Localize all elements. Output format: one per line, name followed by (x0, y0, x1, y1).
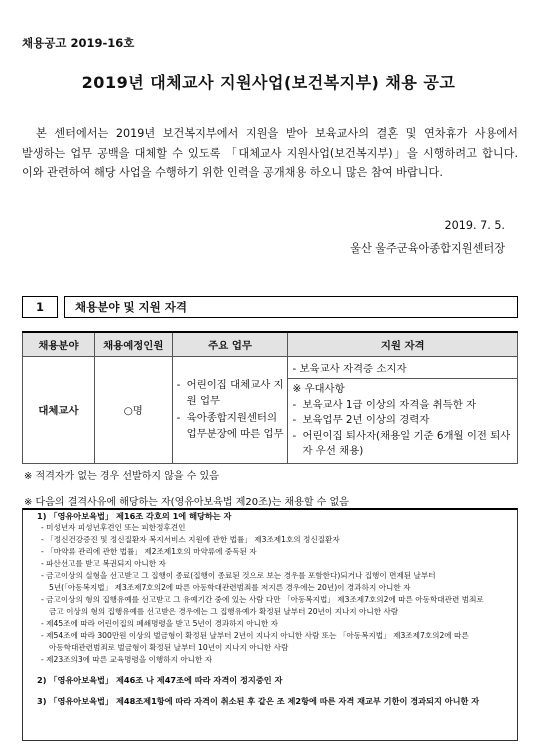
disqualification-box (22, 508, 518, 741)
preference-item: - 보육업무 2년 이상의 경력자 (292, 414, 430, 426)
qualification-cell (288, 357, 518, 464)
recruitment-table (22, 331, 518, 464)
no-qualified-note: ※ 적격자가 없는 경우 선발하지 않을 수 있음 (24, 471, 219, 482)
list-item: - 금고이상의 형의 집행유예를 선고받고 그 유예기간 중에 있는 사람 다만 「아동복지법」 제3조제7호의2에 따른 아동학대관련 범죄로 (41, 595, 484, 604)
section-heading (22, 296, 518, 318)
organization-signature: 울산 울주군육아종합지원센터장 (350, 242, 505, 255)
header-field: 채용분야 (23, 332, 95, 357)
duty-item: - 육아종합지원센터의 업무분장에 따른 업무 (176, 411, 284, 441)
page-title: 2019년 대체교사 지원사업(보건복지부) 채용 공고 (81, 73, 456, 92)
preference-item: - 어린이집 퇴사자(채용일 기준 6개월 이전 퇴사자 우선 채용) (292, 429, 511, 457)
notice-number: 채용공고 2019-16호 (22, 36, 135, 50)
disq-item1-list (23, 522, 517, 666)
required-qualification: - 보육교사 자격증 소지자 (288, 357, 517, 379)
intro-section (22, 124, 518, 183)
duties-cell (172, 357, 288, 464)
list-item: 금고 이상의 형의 집행유예를 선고받은 경우에는 그 집행유예가 확정된 날부터 20년이 지나지 아니한 사람 (49, 607, 399, 616)
section-title: 채용분야 및 지원 자격 (64, 296, 518, 318)
disqualification-note: ※ 다음의 결격사유에 해당하는 자(영유아보육법 제20조)는 채용할 수 없음 (24, 497, 349, 508)
table-row (23, 357, 518, 464)
preference-title: ※ 우대사항 (292, 383, 345, 395)
header-duties: 주요 업무 (172, 332, 288, 357)
preference-item: - 보육교사 1급 이상의 자격을 취득한 자 (292, 398, 477, 411)
notice-date: 2019. 7. 5. (444, 219, 505, 232)
table-header-row (23, 332, 518, 357)
disq-item1-title: 1) 「영유아보육법」 제16조 각호의 1에 해당하는 자 (37, 511, 232, 521)
section-number: 1 (22, 296, 58, 318)
list-item: 아동학대관련범죄로 벌금형이 확정된 날부터 10년이 지나지 아니한 사람 (49, 643, 289, 652)
list-item: - 「마약류 관리에 관한 법률」 제2조제1호의 마약류에 중독된 자 (41, 547, 257, 556)
field-cell: 대체교사 (23, 357, 95, 464)
preferences (288, 379, 517, 463)
list-item: - 제54조에 따라 300만원 이상의 벌금형이 확정된 날부터 2년이 지나지 아니한 사람 또는 「아동복지법」 제3조제7호의2에 따른 (41, 631, 469, 640)
list-item: - 금고이상의 실형을 선고받고 그 집행이 종료(집행이 종료된 것으로 보는 경우를 포함한다)되거나 집행이 면제된 날부터 (41, 571, 436, 580)
list-item: - 파산선고를 받고 복권되지 아니한 자 (41, 559, 166, 568)
disq-item3-title: 3) 「영유아보육법」 제48조제1항에 따라 자격이 취소된 후 같은 조 제2항에 따른 자격 재교부 기한이 경과되지 아니한 자 (37, 696, 480, 706)
list-item: - 「정신건강증진 및 정신질환자 복지서비스 지원에 관한 법률」 제3조제1호의 정신질환자 (41, 535, 340, 544)
list-item: 5년(「아동복지법」 제3조제7호의2에 따른 아동학대관련범죄를 저지른 경우에는 20년)이 경과하지 아니한 자 (49, 583, 411, 592)
headcount-cell: ○명 (94, 357, 172, 464)
list-item: - 미성년자 피성년후견인 또는 피한정후견인 (41, 523, 186, 532)
duty-item: - 어린이집 대체교사 지원 업무 (176, 378, 284, 408)
intro-paragraph: 본 센터에서는 2019년 보건복지부에서 지원을 받아 보육교사의 결혼 및 연차휴가 사용에서 발생하는 업무 공백을 대체할 수 있도록 「대체교사 지원사업(보건복지부)」을 시행하려고 합니다. 이와 관련하여 해당 사업을 수행하기 위한 인력을 공개채용 하오니 많은 참여 바랍니다. (22, 127, 518, 179)
header-qualification: 지원 자격 (288, 332, 518, 357)
list-item: - 제23조의3에 따른 교육명령을 이행하지 아니한 자 (41, 655, 213, 664)
list-item: - 제45조에 따라 어린이집의 폐쇄명령을 받고 5년이 경과하지 아니한 자 (41, 619, 279, 628)
header-headcount: 채용예정인원 (94, 332, 172, 357)
disq-item2-title: 2) 「영유아보육법」 제46조 나 제47조에 따라 자격이 정지중인 자 (37, 675, 283, 685)
